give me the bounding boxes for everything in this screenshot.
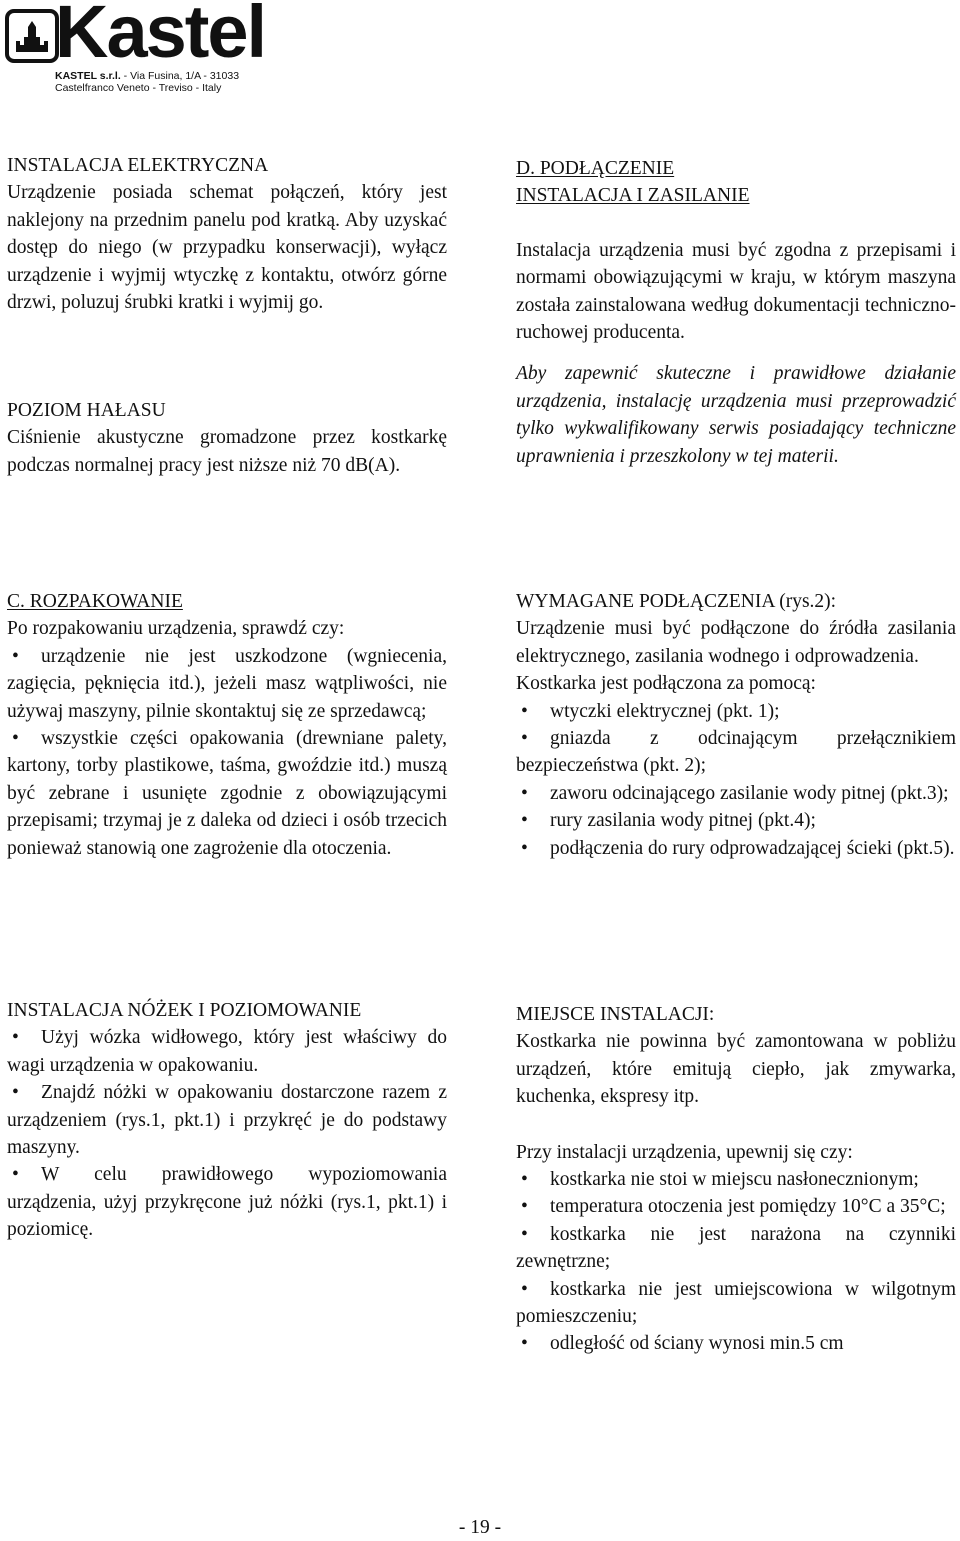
section-sub: Kostkarka jest podłączona za pomocą:: [516, 673, 816, 695]
section-elektryczna: [7, 152, 447, 316]
section-body: Kostkarka nie powinna być zamontowana w pobliżu urządzeń, które emitują ciepło, jak zmywarka, kuchenka, ekspresy itp.: [516, 1031, 956, 1108]
bullet-icon: •: [521, 1223, 528, 1245]
list-item: • wtyczki elektrycznej (pkt. 1);: [516, 698, 956, 725]
bullet-icon: •: [12, 1082, 19, 1104]
section-title: POZIOM HAŁASU: [7, 400, 166, 421]
section-wymagane: [516, 588, 956, 862]
list-item: • temperatura otoczenia jest pomiędzy 10°C a 35°C;: [516, 1193, 956, 1220]
list-item: • zaworu odcinającego zasilanie wody pitnej (pkt.3);: [516, 780, 956, 807]
section-intro: Przy instalacji urządzenia, upewnij się czy:: [516, 1141, 853, 1163]
list-item: • podłączenia do rury odprowadzającej ścieki (pkt.5).: [516, 835, 956, 862]
section-title: D. PODŁĄCZENIE: [516, 158, 675, 179]
list-item: • kostkarka nie jest umiejscowiona w wilgotnym pomieszczeniu;: [516, 1276, 956, 1331]
section-intro: Urządzenie musi być podłączone do źródła zasilania elektrycznego, zasilania wodnego i odprowadzenia.: [516, 618, 956, 667]
list-item: • Użyj wózka widłowego, który jest właściwy do wagi urządzenia w opakowaniu.: [7, 1024, 447, 1079]
bullet-icon: •: [521, 1333, 528, 1355]
section-title: MIEJSCE INSTALACJI:: [516, 1004, 715, 1025]
kastel-emblem-icon: [5, 9, 59, 63]
bullet-icon: •: [521, 1278, 528, 1300]
list-item: • gniazda z odcinającym przełącznikiem bezpieczeństwa (pkt. 2);: [516, 725, 956, 780]
section-nozki: [7, 997, 447, 1244]
logo-address: KASTEL s.r.l. - Via Fusina, 1/A - 31033: [55, 70, 240, 82]
bullet-icon: •: [521, 700, 528, 722]
list-item: • Znajdź nóżki w opakowaniu dostarczone razem z urządzeniem (rys.1, pkt.1) i przykręć je do podstawy maszyny.: [7, 1079, 447, 1161]
section-body: Instalacja urządzenia musi być zgodna z przepisami i normami obowiązującymi w kraju, w którym maszyna została zainstalowana według dokumentacji techniczno-ruchowej producenta.: [516, 239, 956, 344]
kastel-logo: [5, 0, 266, 95]
bullet-icon: •: [521, 1169, 528, 1191]
list-item: • kostkarka nie stoi w miejscu nasłonecznionym;: [516, 1166, 956, 1193]
list-item: • wszystkie części opakowania (drewniane palety, kartony, torby plastikowe, taśma, gwoździe itd.) muszą być zebrane i usunięte zgodnie z obowiązującymi przepisami; trzymaj je z daleka od dzieci i osób trzecich ponieważ stanowią one zagrożenie dla otoczenia.: [7, 725, 447, 862]
logo-city: Castelfranco Veneto - Treviso - Italy: [55, 82, 222, 94]
section-rozpakowanie: [7, 588, 447, 862]
bullet-icon: •: [521, 782, 528, 804]
section-miejsce: [516, 1001, 956, 1358]
list-item: • kostkarka nie jest narażona na czynniki zewnętrzne;: [516, 1221, 956, 1276]
bullet-icon: •: [521, 728, 528, 750]
section-body: Urządzenie posiada schemat połączeń, który jest naklejony na przednim panelu pod kratką. Aby uzyskać dostęp do niego (w przypadku konserwacji), wyłącz urządzenie i wyjmij wtyczkę z kontaktu, otwórz górne drzwi, poluzuj śrubki kratki i wyjmij go.: [7, 182, 447, 314]
section-halas: [7, 397, 447, 479]
bullet-icon: •: [12, 1164, 19, 1186]
page-number: - 19 -: [458, 1517, 502, 1538]
section-podlaczenie: [516, 155, 956, 470]
list-item: • odległość od ściany wynosi min.5 cm: [516, 1330, 956, 1357]
list-item: • urządzenie nie jest uszkodzone (wgniecenia, zagięcia, pęknięcia itd.), jeżeli masz wątpliwości, nie używaj maszyny, pilnie skontaktuj się ze sprzedawcą;: [7, 643, 447, 725]
bullet-icon: •: [12, 728, 19, 750]
section-italic-note: Aby zapewnić skuteczne i prawidłowe działanie urządzenia, instalację urządzenia musi przeprowadzić tylko wykwalifikowany serwis posiadający techniczne uprawnienia i przeszkolony w tej materii.: [516, 363, 956, 467]
bullet-icon: •: [521, 810, 528, 832]
section-title: INSTALACJA NÓŻEK I POZIOMOWANIE: [7, 1000, 362, 1021]
bullet-icon: •: [12, 645, 19, 667]
bullet-icon: •: [521, 837, 528, 859]
bullet-icon: •: [12, 1027, 19, 1049]
logo-brand: Kastel: [55, 0, 266, 73]
section-body: Ciśnienie akustyczne gromadzone przez kostkarkę podczas normalnej pracy jest niższe niż 70 dB(A).: [7, 427, 447, 476]
section-title: C. ROZPAKOWANIE: [7, 591, 183, 612]
list-item: • rury zasilania wody pitnej (pkt.4);: [516, 807, 956, 834]
section-intro: Po rozpakowaniu urządzenia, sprawdź czy:: [7, 618, 345, 640]
section-subtitle: INSTALACJA I ZASILANIE: [516, 185, 750, 207]
section-title: WYMAGANE PODŁĄCZENIA (rys.2):: [516, 591, 837, 612]
list-item: • W celu prawidłowego wypoziomowania urządzenia, użyj przykręcone już nóżki (rys.1, pkt.1) i poziomicę.: [7, 1161, 447, 1243]
bullet-icon: •: [521, 1196, 528, 1218]
section-title: INSTALACJA ELEKTRYCZNA: [7, 155, 269, 176]
